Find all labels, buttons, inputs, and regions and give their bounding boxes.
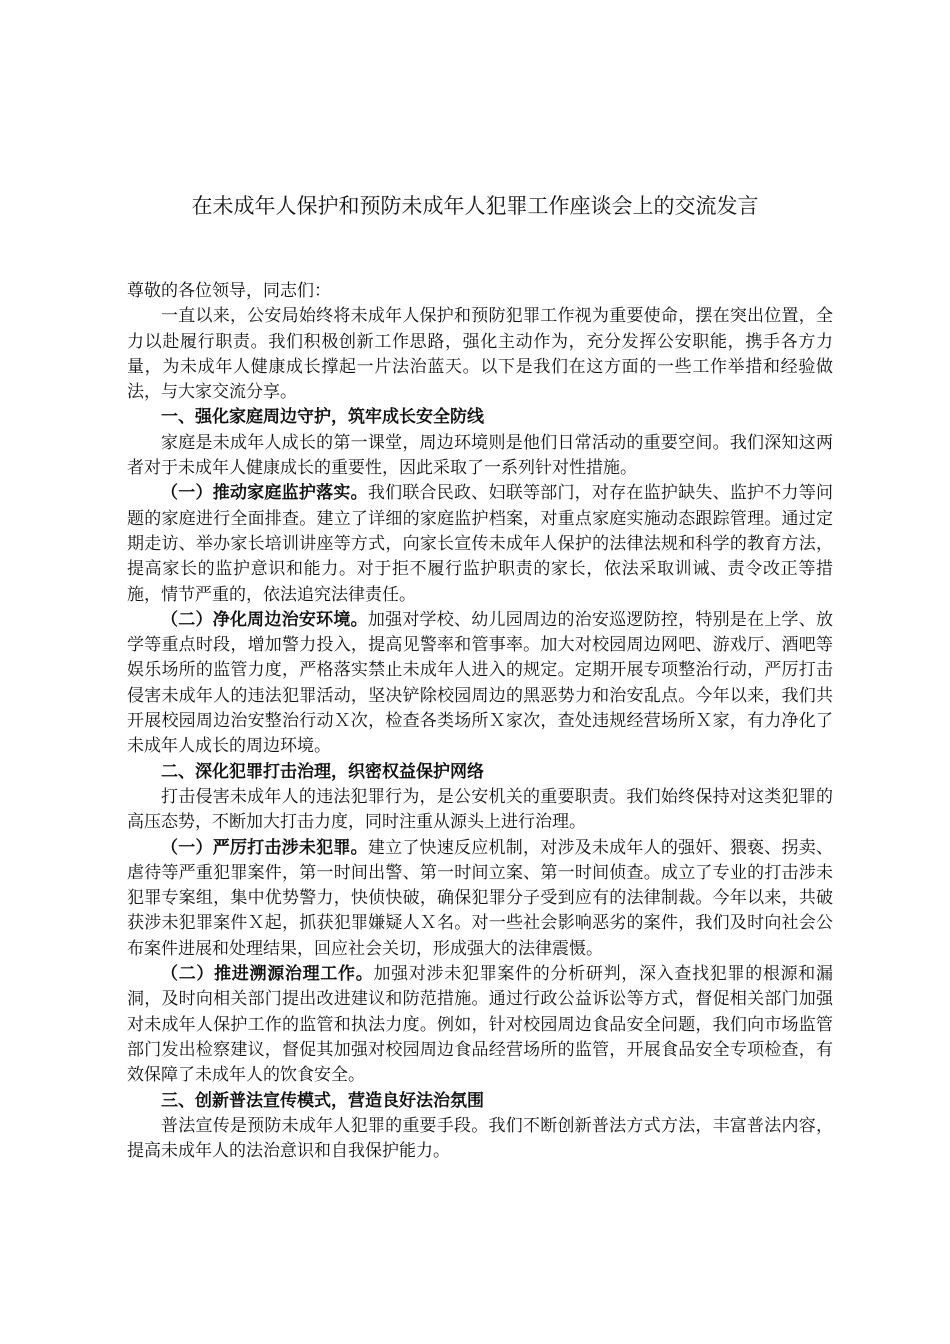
section-1-item-2-lead: （二）净化周边治安环境。	[161, 609, 368, 630]
section-1-heading: 一、强化家庭周边守护，筑牢成长安全防线	[161, 407, 484, 428]
section-2-item-2	[127, 962, 833, 1088]
section-1-item-1-text: 我们联合民政、妇联等部门，对存在监护缺失、监护不力等问题的家庭进行全面排查。建立了详细的家庭监护档案，对重点家庭实施动态跟踪管理。通过定期走访、举办家长培训讲座等方式，向家长宣传未成年人保护的法律法规和科学的教育方法，提高家长的监护意识和能力。对于拒不履行监护职责的家长，依法采取训诫、责令改正等措施，情节严重的，依法追究法律责任。	[127, 483, 834, 605]
section-2-item-2-lead: （二）推进溯源治理工作。	[161, 964, 374, 985]
salutation: 尊敬的各位领导，同志们：	[127, 281, 331, 301]
section-2-item-1	[127, 836, 833, 962]
section-3-heading: 三、创新普法宣传模式，营造良好法治氛围	[161, 1090, 484, 1111]
section-3-intro: 普法宣传是预防未成年人犯罪的重要手段。我们不断创新普法方式方法，丰富普法内容，提高未成年人的法治意识和自我保护能力。	[127, 1115, 833, 1162]
section-1-item-2-text: 加强对学校、幼儿园周边的治安巡逻防控，特别是在上学、放学等重点时段，增加警力投入，提高见警率和管事率。加大对校园周边网吧、游戏厅、酒吧等娱乐场所的监管力度，严格落实禁止未成年人进入的规定。定期开展专项整治行动，严厉打击侵害未成年人的违法犯罪活动，坚决铲除校园周边的黑恶势力和治安乱点。今年以来，我们共开展校园周边治安整治行动Ｘ次，检查各类场所Ｘ家次，查处违规经营场所Ｘ家，有力净化了未成年人成长的周边环境。	[127, 609, 834, 757]
intro-paragraph: 一直以来，公安局始终将未成年人保护和预防犯罪工作视为重要使命，摆在突出位置，全力以赴履行职责。我们积极创新工作思路，强化主动作为，充分发挥公安职能，携手各方力量，为未成年人健康成长撑起一片法治蓝天。以下是我们在这方面的一些工作举措和经验做法，与大家交流分享。	[127, 306, 833, 403]
section-1-item-1	[127, 481, 833, 607]
section-2-item-2-text: 加强对涉未犯罪案件的分析研判，深入查找犯罪的根源和漏洞，及时向相关部门提出改进建议和防范措施。通过行政公益诉讼等方式，督促相关部门加强对未成年人保护工作的监管和执法力度。例如，针对校园周边食品安全问题，我们向市场监管部门发出检察建议，督促其加强对校园周边食品经营场所的监管，开展食品安全专项检查，有效保障了未成年人的饮食安全。	[127, 964, 834, 1086]
document-body	[127, 279, 833, 1164]
section-2-item-1-text: 建立了快速反应机制，对涉及未成年人的强奸、猥亵、拐卖、虐待等严重犯罪案件，第一时间出警、第一时间立案、第一时间侦查。成立了专业的打击涉未犯罪专案组，集中优势警力，快侦快破，确保犯罪分子受到应有的法律制裁。今年以来，共破获涉未犯罪案件Ｘ起，抓获犯罪嫌疑人Ｘ名。对一些社会影响恶劣的案件，我们及时向社会公布案件进展和处理结果，回应社会关切，形成强大的法律震慑。	[127, 837, 834, 959]
section-2-heading: 二、深化犯罪打击治理，织密权益保护网络	[161, 761, 484, 782]
section-1-item-1-lead: （一）推动家庭监护落实。	[161, 483, 368, 504]
document-title: 在未成年人保护和预防未成年人犯罪工作座谈会上的交流发言	[191, 194, 759, 218]
section-2-intro: 打击侵害未成年人的违法犯罪行为，是公安机关的重要职责。我们始终保持对这类犯罪的高压态势，不断加大打击力度，同时注重从源头上进行治理。	[127, 786, 833, 833]
section-2-item-1-lead: （一）严厉打击涉未犯罪。	[161, 837, 368, 858]
section-1-intro: 家庭是未成年人成长的第一课堂，周边环境则是他们日常活动的重要空间。我们深知这两者对于未成年人健康成长的重要性，因此采取了一系列针对性措施。	[127, 432, 833, 479]
section-1-item-2	[127, 608, 833, 760]
